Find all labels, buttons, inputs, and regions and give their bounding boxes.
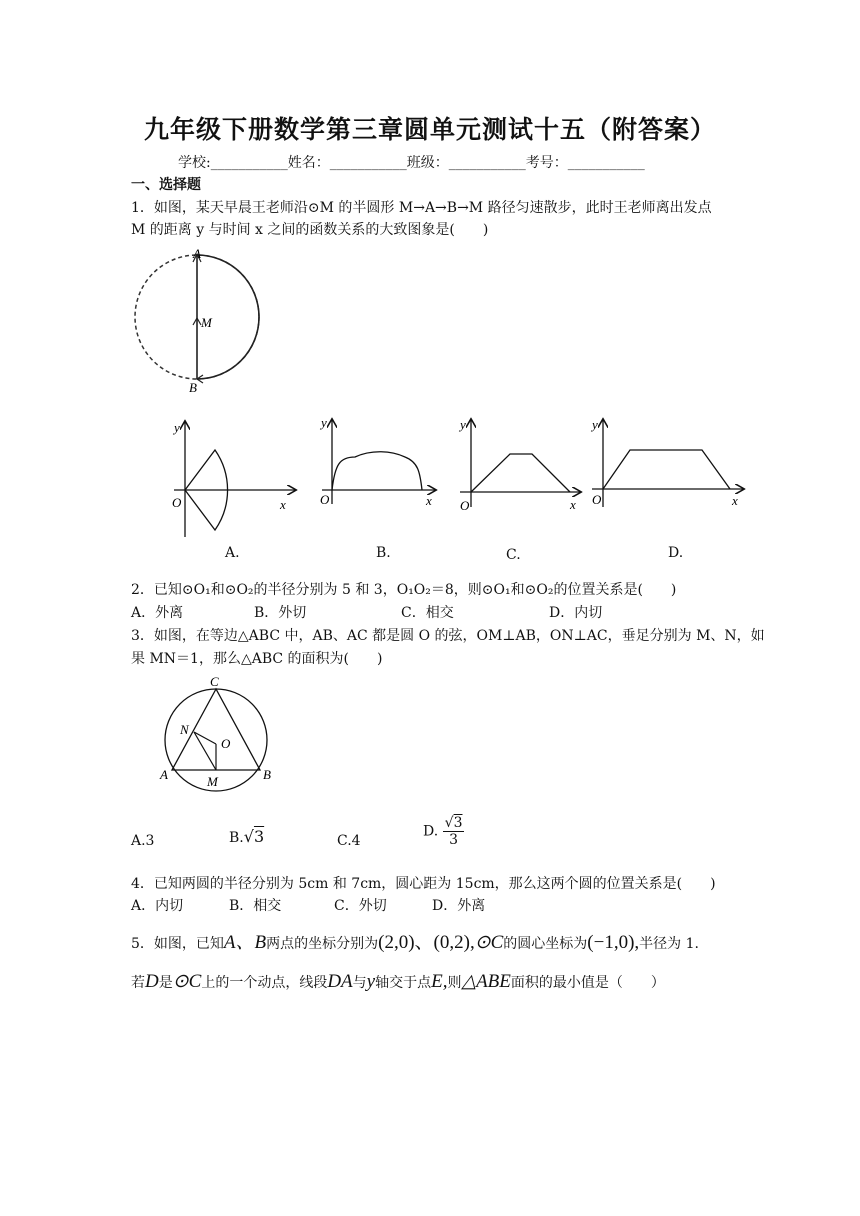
graph-A (172, 420, 295, 537)
q2-text: 2．已知⊙O₁和⊙O₂的半径分别为 5 和 3，O₁O₂＝8，则⊙O₁和⊙O₂的位置关系是( ) (131, 582, 677, 598)
q4-text: 4．已知两圆的半径分别为 5cm 和 7cm，圆心距为 15cm，那么这两个圆的位置关系是( ) (131, 876, 716, 892)
header-fields: 学校:___________姓名：___________班级：___________考号：___________ (178, 155, 645, 171)
q1-circle-figure (125, 240, 275, 400)
page-title: 九年级下册数学第三章圆单元测试十五（附答案） (143, 115, 716, 144)
svg-text:y: y (321, 415, 327, 430)
label-A: A (193, 246, 201, 261)
svg-text:O: O (172, 495, 182, 510)
graph-option-D: D. (668, 545, 684, 561)
q3-option-D: D. $\frac{√3}{3}$ (423, 815, 463, 848)
svg-text:C: C (210, 674, 219, 689)
q4-option-D: D．外离 (432, 898, 486, 914)
svg-text:B: B (263, 767, 271, 782)
q2-option-A: A．外离 (131, 605, 184, 621)
q1-text-line1: 1．如图，某天早晨王老师沿⊙M 的半圆形 M→A→B→M 路径匀速散步，此时王老师离出发点 (131, 200, 712, 216)
svg-text:x: x (732, 493, 738, 508)
graph-B (319, 415, 435, 508)
svg-text:N: N (180, 722, 189, 737)
graph-option-B: B. (376, 545, 391, 561)
svg-text:O: O (221, 736, 231, 751)
q2-option-D: D．内切 (549, 605, 603, 621)
label-M: M (201, 315, 212, 330)
q3-option-C: C.4 (337, 833, 361, 849)
svg-text:x: x (280, 497, 286, 512)
q5-text-line2: 若D是⊙C上的一个动点，线段DA与y轴交于点E,则△ABE面积的最小值是（ ） (131, 971, 665, 992)
svg-text:O: O (460, 498, 470, 513)
q1-text-line2: M 的距离 y 与时间 x 之间的函数关系的大致图象是( ) (131, 222, 489, 238)
graph-C (458, 417, 580, 513)
graph-option-A: A. (225, 545, 240, 561)
q4-option-B: B．相交 (229, 898, 282, 914)
section-heading: 一、选择题 (131, 177, 201, 193)
svg-text:y: y (592, 417, 598, 432)
q4-option-A: A．内切 (131, 898, 184, 914)
svg-text:O: O (592, 492, 602, 507)
q4-option-C: C．外切 (334, 898, 387, 914)
svg-text:O: O (320, 492, 330, 507)
label-B: B (189, 380, 197, 395)
svg-text:x: x (426, 493, 432, 508)
q3-option-A: A.3 (131, 833, 155, 849)
q3-triangle-figure (150, 672, 285, 797)
svg-text:y: y (174, 420, 180, 435)
graph-option-C: C. (506, 547, 521, 563)
svg-text:M: M (207, 774, 218, 789)
svg-text:x: x (570, 497, 576, 512)
svg-text:y: y (460, 417, 466, 432)
graph-D (590, 417, 743, 508)
q5-text-line1: 5．如图，已知A、B两点的坐标分别为(2,0)、(0,2),⊙C的圆心坐标为(−1,0),半径为 1. (131, 932, 699, 953)
svg-text:A: A (160, 767, 168, 782)
q3-text-line2: 果 MN＝1，那么△ABC 的面积为( ) (131, 651, 383, 667)
q2-option-B: B．外切 (254, 605, 307, 621)
q3-text-line1: 3．如图，在等边△ABC 中，AB、AC 都是圆 O 的弦，OM⊥AB，ON⊥AC，垂足分别为 M、N，如 (131, 628, 765, 644)
q3-option-B: B.√3 (229, 827, 265, 846)
q2-option-C: C．相交 (401, 605, 454, 621)
